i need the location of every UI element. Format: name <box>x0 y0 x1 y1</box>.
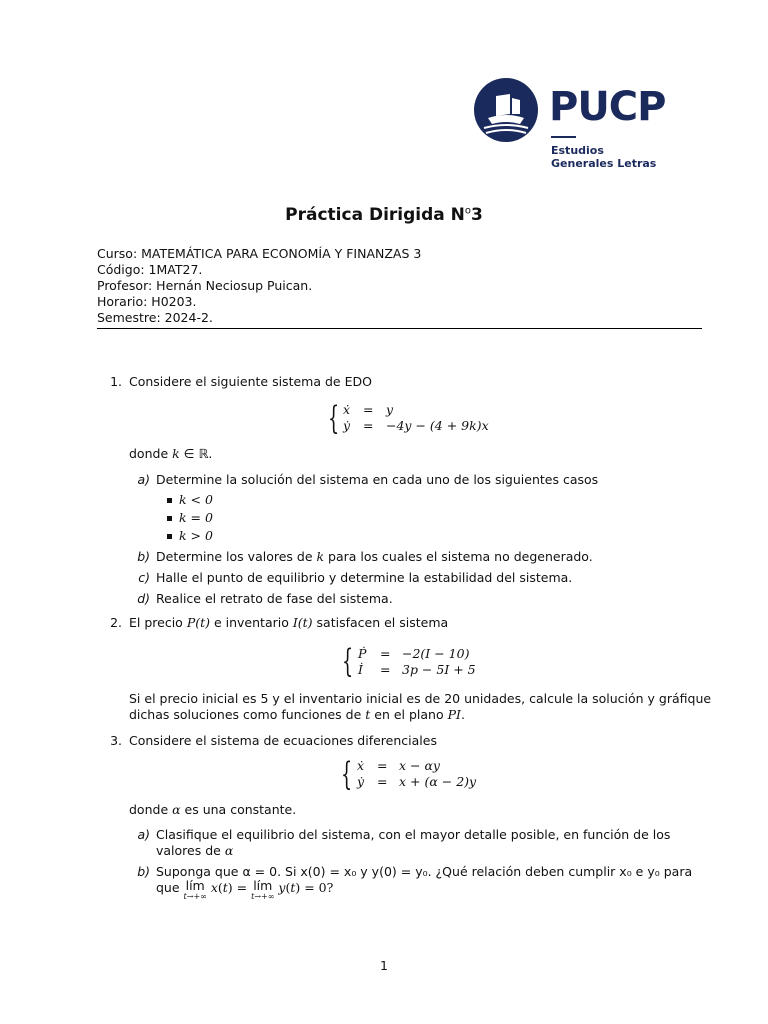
case-item: k = 0 <box>179 510 213 525</box>
q1c-label: c) <box>138 570 150 585</box>
page-title: Práctica Dirigida $N^o3$ <box>285 205 483 225</box>
case-item: k > 0 <box>179 528 213 543</box>
code-line: Código: 1MAT27. <box>97 262 203 277</box>
page-number: 1 <box>380 958 388 973</box>
q2-intro: El precio P(t) e inventario I(t) satisfacen el sistema <box>129 615 449 630</box>
q3a-text-line2: valores de α <box>156 843 234 858</box>
q3a-text-line1: Clasifique el equilibrio del sistema, con el mayor detalle posible, en función de los <box>156 827 671 842</box>
q1-number: 1. <box>110 374 122 389</box>
course-line: Curso: MATEMÁTICA PARA ECONOMÍA Y FINANZAS 3 <box>97 246 422 261</box>
q1-domain: donde k ∈ ℝ. <box>129 446 213 461</box>
professor-line: Profesor: Hernán Neciosup Puican. <box>97 278 313 293</box>
header-divider <box>97 328 702 329</box>
q2-brace: { <box>342 642 354 680</box>
course-info <box>97 246 421 326</box>
logo-divider <box>551 136 576 138</box>
schedule-line: Horario: H0203. <box>97 294 197 309</box>
q3a-label: a) <box>137 827 150 842</box>
q3b-text-line2: que lím t→+∞ x(t) = lím t→+∞ y(t) = 0? <box>156 878 334 901</box>
q3b-label: b) <box>137 864 150 879</box>
q3-number: 3. <box>110 733 122 748</box>
pucp-logo <box>474 78 674 174</box>
logo-wordmark: PUCP <box>549 84 666 130</box>
q1a-text: Determine la solución del sistema en cada uno de los siguientes casos <box>156 472 599 487</box>
bullet-marker <box>167 516 172 521</box>
q3-intro: Considere el sistema de ecuaciones diferenciales <box>129 733 437 748</box>
limit-operator: lím t→+∞ <box>183 878 207 901</box>
q1b-label: b) <box>137 549 150 564</box>
q3-constant-note: donde α es una constante. <box>129 802 297 817</box>
q1b-text: Determine los valores de k para los cuales el sistema no degenerado. <box>156 549 593 564</box>
semester-line: Semestre: 2024-2. <box>97 310 213 325</box>
limit-operator: lím t→+∞ <box>251 878 275 901</box>
q3-system: ẋ = x − αy ẏ = x + (α − 2)y <box>357 758 477 789</box>
q1d-text: Realice el retrato de fase del sistema. <box>156 591 393 606</box>
q3-brace: { <box>341 755 353 793</box>
q1-brace: { <box>328 399 340 437</box>
q1-system: ẋ = y ẏ = −4y − (4 + 9k)x <box>343 402 489 433</box>
case-item: k < 0 <box>179 492 213 507</box>
q1d-label: d) <box>137 591 150 606</box>
bullet-marker <box>167 534 172 539</box>
logo-subtitle: Estudios Generales Letras <box>551 144 657 170</box>
q2-system: Ṗ = −2(I − 10) İ = 3p − 5I + 5 <box>358 646 476 677</box>
q2-number: 2. <box>110 615 122 630</box>
q3b-text-line1: Suponga que α = 0. Si x(0) = x₀ y y(0) = y₀. ¿Qué relación deben cumplir x₀ e y₀ para <box>156 864 693 879</box>
q2-paragraph-line1: Si el precio inicial es 5 y el inventario inicial es de 20 unidades, calcule la solución y gráfique <box>129 691 712 706</box>
q2-paragraph-line2: dichas soluciones como funciones de t en el plano PI. <box>129 707 465 722</box>
q1c-text: Halle el punto de equilibrio y determine la estabilidad del sistema. <box>156 570 573 585</box>
ship-emblem-icon <box>474 78 538 142</box>
bullet-marker <box>167 498 172 503</box>
q1-intro: Considere el siguiente sistema de EDO <box>129 374 372 389</box>
q1a-label: a) <box>137 472 150 487</box>
